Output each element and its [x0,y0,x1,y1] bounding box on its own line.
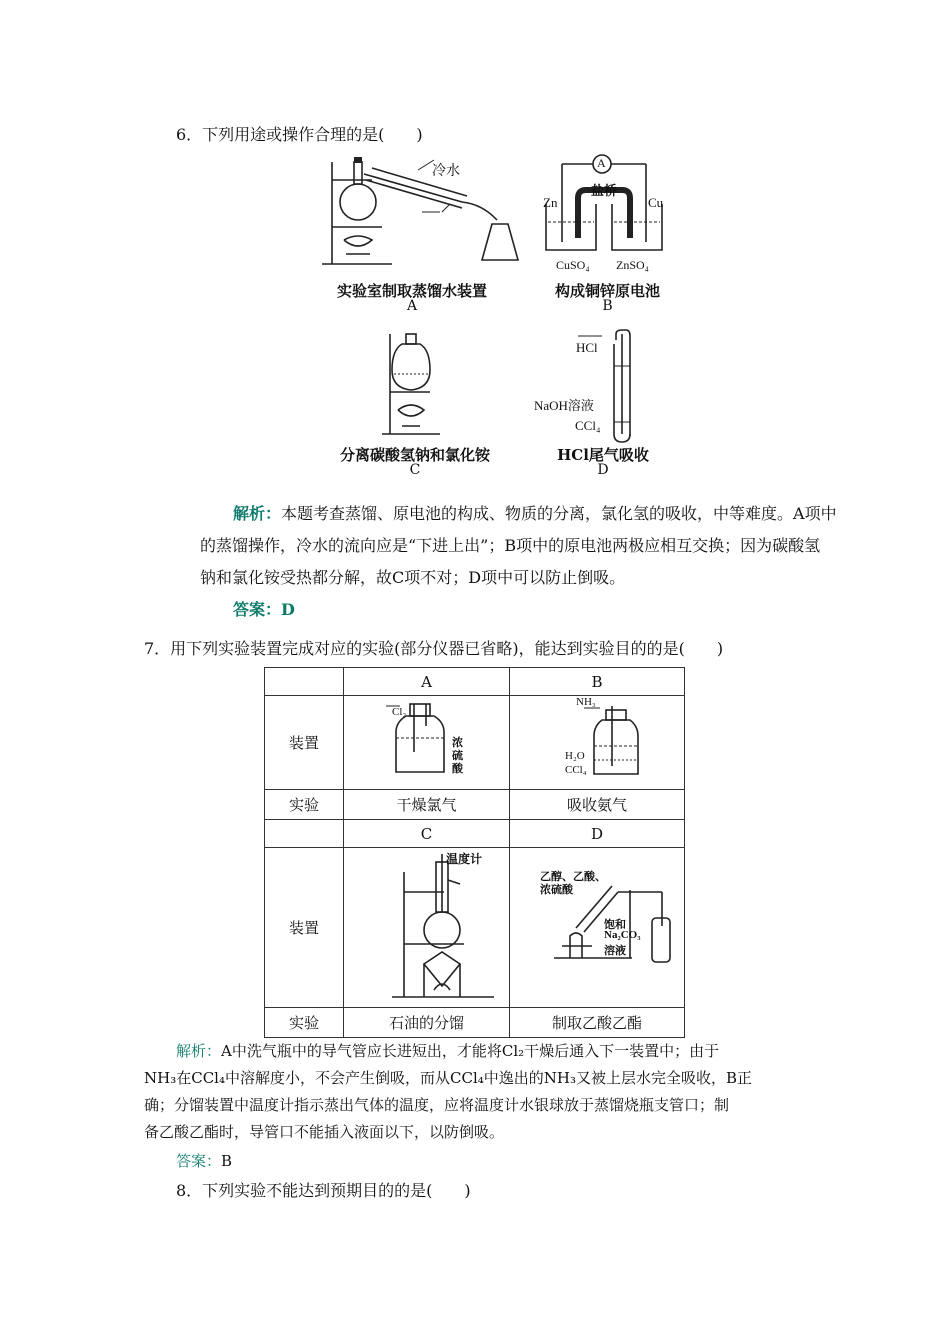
q7-analysis-line2: NH₃在CCl₄中溶解度小，不会产生倒吸，而从CCl₄中逸出的NH₃又被上层水完全吸收，B正 [144,1069,752,1087]
figure-d-letter: D [597,462,609,478]
d-sol-1: 饱和 [604,919,626,931]
ccl4-label: CCl₄ [575,418,601,433]
exp-a: 干燥氯气 [344,790,510,820]
col-header-d: D [510,820,685,848]
ammeter-label: A [597,156,606,170]
salt-bridge-label: 盐桥 [591,183,618,198]
d-reagent-1: 乙醇、乙酸、 [540,871,606,883]
fractional-distillation-figure [384,852,494,1002]
q8-stem: 8．下列实验不能达到预期目的的是( ) [176,1181,471,1200]
figure-a-letter: A [406,298,418,314]
table-corner-2 [265,820,344,848]
q7-analysis-text1: A中洗气瓶中的导气管应长进短出，才能将Cl₂干燥后通入下一装置中；由于 [221,1042,720,1060]
cl2-label: Cl₂ [392,706,407,718]
row-device-label-2: 装置 [265,848,344,1008]
cell-a-device [344,696,510,790]
q6-answer-value: D [281,600,295,619]
figure-c-caption: 分离碳酸氢钠和氯化铵 [339,446,490,464]
figure-c-letter: C [409,462,421,478]
hcl-label: HCl [576,340,598,355]
d-sol-2: Na₂CO₃ [604,929,641,941]
exp-b: 吸收氨气 [510,790,685,820]
q6-analysis-line2: 的蒸馏操作，冷水的流向应是“下进上出”；B项中的原电池两极应相互交换；因为碳酸氢 [200,536,821,555]
hcl-absorption-figure [560,330,650,445]
q7-analysis-line1 [176,1038,719,1065]
figure-b-caption: 构成铜锌原电池 [554,282,660,300]
row-device-label: 装置 [265,696,344,790]
naoh-label: NaOH溶液 [534,398,594,413]
q7-answer [176,1148,232,1175]
col-header-a: A [344,668,510,696]
znso4-label: ZnSO₄ [616,258,649,272]
figure-a-caption: 实验室制取蒸馏水装置 [336,282,487,300]
q7-analysis-label: 解析： [176,1042,222,1060]
col-header-c: C [344,820,510,848]
cuso4-label: CuSO₄ [556,258,590,272]
q7-answer-label: 答案： [176,1152,222,1170]
thermometer-label: 温度计 [446,852,483,866]
water-layer-label: H₂O [565,750,585,762]
col-header-b: B [510,668,685,696]
q6-analysis-line1 [233,498,837,530]
heating-separation-figure [380,330,460,440]
table-corner [265,668,344,696]
figure-d-caption: HCl尾气吸收 [557,446,649,464]
d-sol-3: 溶液 [604,945,626,957]
exp-c: 石油的分馏 [344,1008,510,1038]
q7-analysis-line3: 确；分馏装置中温度计指示蒸出气体的温度，应将温度计水银球放于蒸馏烧瓶支管口；制 [144,1096,730,1114]
a-liquid-1: 浓 [452,737,463,749]
figure-b-letter: B [602,298,613,314]
cu-label: Cu [648,195,664,210]
distillation-apparatus-figure [322,152,522,272]
cell-c-device [344,848,510,1008]
q6-analysis-text1: 本题考查蒸馏、原电池的构成、物质的分离，氯化氢的吸收，中等难度。A项中 [281,504,837,523]
d-reagent-2: 浓硫酸 [540,884,573,896]
q6-answer-label: 答案： [233,600,282,619]
cell-b-device [510,696,685,790]
q6-answer [233,594,295,626]
row-experiment-label-2: 实验 [265,1008,344,1038]
q6-analysis-line3: 钠和氯化铵受热都分解，故C项不对；D项中可以防止倒吸。 [200,568,626,587]
a-liquid-3: 酸 [452,763,463,775]
a-liquid-2: 硫 [452,750,463,762]
apparatus-table [264,667,685,1038]
q6-analysis-label: 解析： [233,504,282,523]
q7-answer-value: B [221,1152,233,1170]
cell-d-device [510,848,685,1008]
q7-analysis-line4: 备乙酸乙酯时，导管口不能插入液面以下，以防倒吸。 [144,1123,505,1141]
zn-label: Zn [543,195,558,210]
cold-water-label: 冷水 [432,164,460,179]
gas-washing-bottle-b [580,702,670,782]
row-experiment-label-1: 实验 [265,790,344,820]
q7-stem: 7．用下列实验装置完成对应的实验(部分仪器已省略)，能达到实验目的的是( ) [144,639,724,658]
q6-stem: 6．下列用途或操作合理的是( ) [176,125,423,144]
exp-d: 制取乙酸乙酯 [510,1008,685,1038]
ccl4-layer-label: CCl₄ [565,764,587,776]
nh3-label: NH₃ [576,696,596,708]
